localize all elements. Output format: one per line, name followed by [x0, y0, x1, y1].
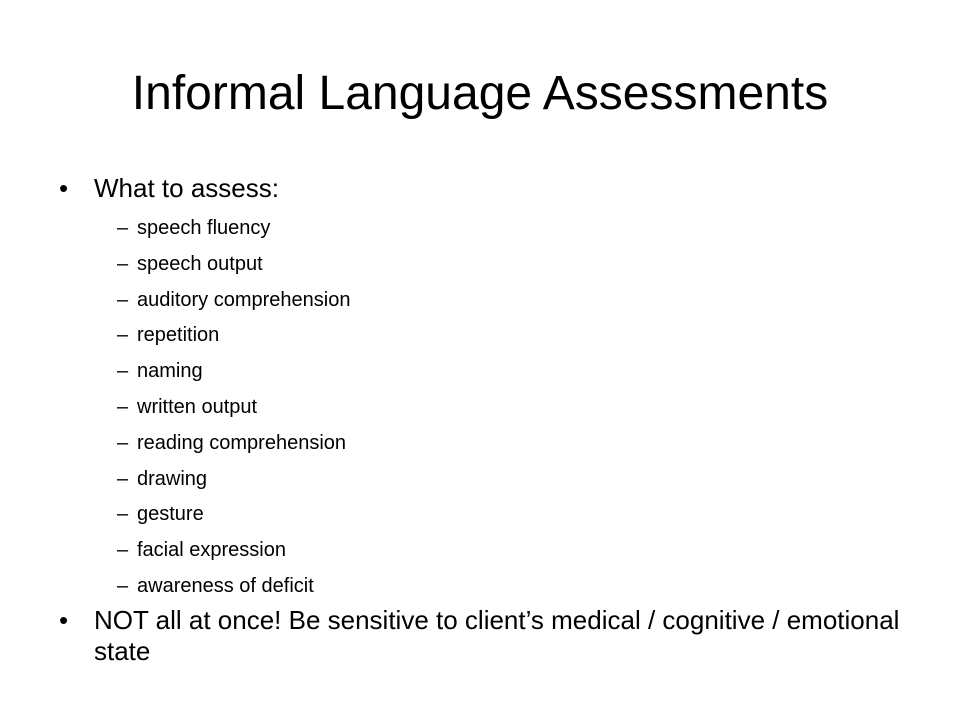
list-item-text: naming — [137, 360, 203, 383]
list-item-text: awareness of deficit — [137, 574, 314, 597]
dash-marker: – — [117, 360, 129, 383]
list-item — [117, 211, 817, 247]
dash-marker: – — [117, 252, 129, 275]
list-item — [117, 390, 817, 426]
list-item-text: facial expression — [137, 539, 286, 562]
list-item-text: repetition — [137, 324, 220, 347]
slide-title: Informal Language Assessments — [131, 67, 829, 120]
list-item-text: auditory comprehension — [137, 288, 351, 311]
assessment-areas-list — [117, 211, 817, 605]
dash-marker: – — [117, 431, 129, 454]
list-item — [117, 283, 817, 319]
bullet-text: What to assess: — [94, 173, 279, 203]
list-item — [117, 354, 817, 390]
list-item — [117, 533, 817, 569]
bullet-marker: • — [59, 605, 69, 635]
list-item-text: reading comprehension — [137, 431, 347, 454]
list-item-text: speech fluency — [137, 217, 271, 239]
list-item — [117, 462, 817, 498]
bullet-marker: • — [59, 173, 69, 203]
list-item-text: speech output — [137, 252, 263, 275]
dash-marker: – — [117, 395, 129, 418]
dash-marker: – — [117, 574, 129, 597]
dash-marker: – — [117, 503, 129, 526]
list-item — [117, 426, 817, 462]
list-item — [117, 497, 817, 533]
dash-marker: – — [117, 539, 129, 562]
dash-marker: – — [117, 217, 129, 239]
list-item — [117, 247, 817, 283]
dash-marker: – — [117, 288, 129, 311]
bullet-text: NOT all at once! Be sensitive to client’s medical / cognitive / emotional state — [94, 605, 900, 666]
list-item — [117, 318, 817, 354]
list-item-text: gesture — [137, 503, 204, 526]
bullet-what-to-assess — [59, 173, 919, 204]
list-item — [117, 569, 817, 605]
bullet-not-all-at-once — [59, 605, 919, 667]
dash-marker: – — [117, 324, 129, 347]
list-item-text: drawing — [137, 467, 208, 490]
list-item-text: written output — [137, 395, 258, 418]
dash-marker: – — [117, 467, 129, 490]
